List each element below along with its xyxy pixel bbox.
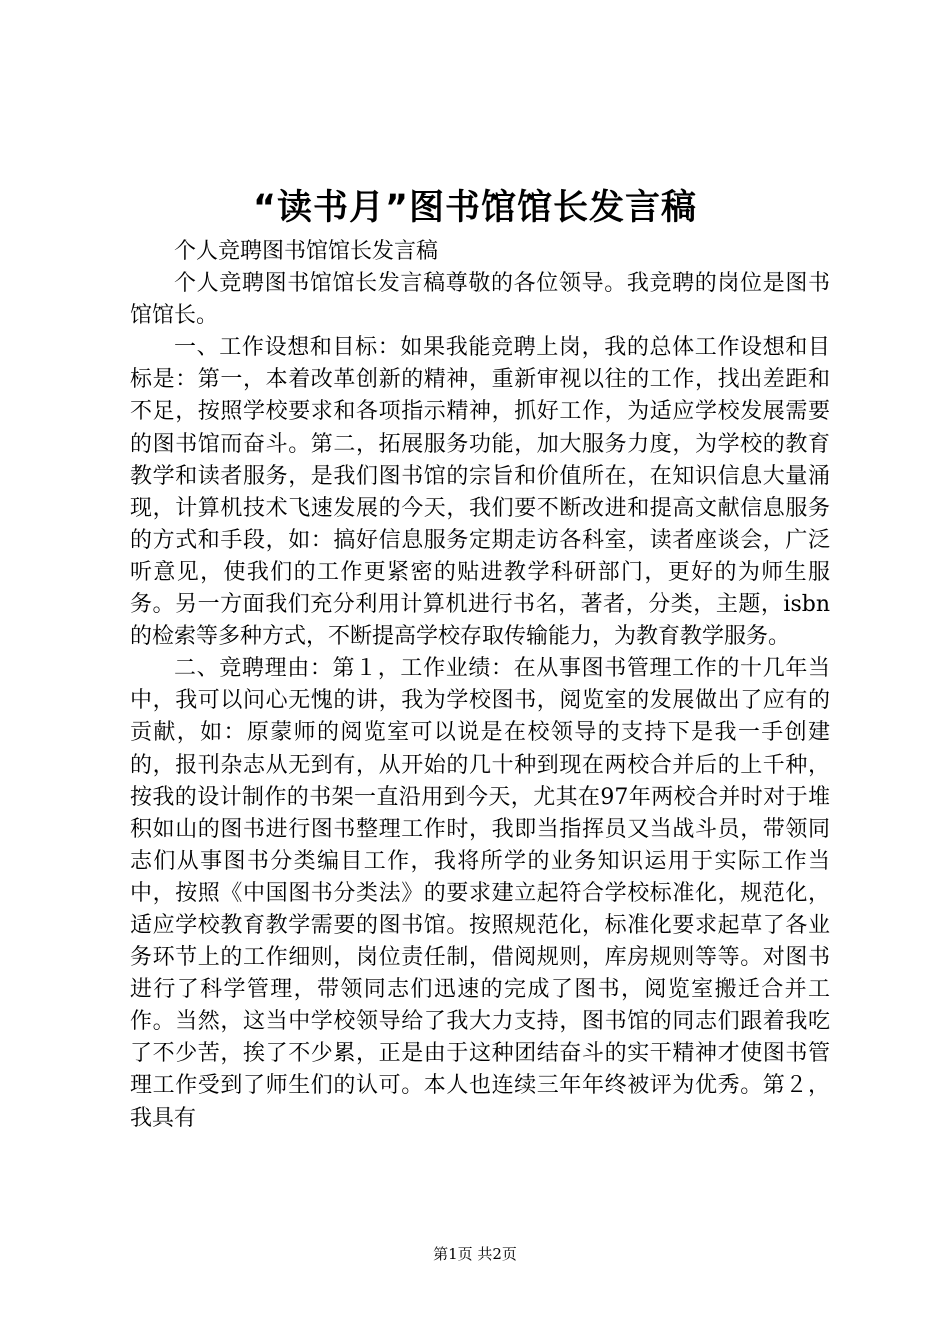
paragraph-goals: 一、工作设想和目标：如果我能竞聘上岗，我的总体工作设想和目标是：第一，本着改革创新的精神，重新审视以往的工作，找出差距和不足，按照学校要求和各项指示精神，抓好工作，为适应学校发展需要的图书馆而奋斗。第二，拓展服务功能，加大服务力度，为学校的教育教学和读者服务，是我们图书馆的宗旨和价值所在，在知识信息大量涌现，计算机技术飞速发展的今天，我们要不断改进和提高文献信息服务的方式和手段，如：搞好信息服务定期走访各科室，读者座谈会，广泛听意见，使我们的工作更紧密的贴进教学科研部门，更好的为师生服务。另一方面我们充分利用计算机进行书名，著者，分类，主题，isbn的检索等多种方式，不断提高学校存取传输能力，为教育教学服务。 xyxy=(130,335,830,650)
document-body xyxy=(130,236,830,1135)
paragraph-subtitle: 个人竞聘图书馆馆长发言稿 xyxy=(174,239,439,264)
page-footer: 第1页 共2页 xyxy=(433,1245,517,1263)
paragraph-greeting: 个人竞聘图书馆馆长发言稿尊敬的各位领导。我竞聘的岗位是图书馆馆长。 xyxy=(130,271,830,329)
document-title: “读书月”图书馆馆长发言稿 xyxy=(252,188,697,228)
paragraph-reasons: 二、竞聘理由：第１，工作业绩：在从事图书管理工作的十几年当中，我可以问心无愧的讲，我为学校图书，阅览室的发展做出了应有的贡献，如：原蒙师的阅览室可以说是在校领导的支持下是我一手创建的，报刊杂志从无到有，从开始的几十种到现在两校合并后的上千种，按我的设计制作的书架一直沿用到今天，尤其在97年两校合并时对于堆积如山的图书进行图书整理工作时，我即当指挥员又当战斗员，带领同志们从事图书分类编目工作，我将所学的业务知识运用于实际工作当中，按照《中国图书分类法》的要求建立起符合学校标准化，规范化，适应学校教育教学需要的图书馆。按照规范化，标准化要求起草了各业务环节上的工作细则，岗位责任制，借阅规则，库房规则等等。对图书进行了科学管理，带领同志们迅速的完成了图书，阅览室搬迁合并工作。当然，这当中学校领导给了我大力支持，图书馆的同志们跟着我吃了不少苦，挨了不少累，正是由于这种团结奋斗的实干精神才使图书管理工作受到了师生们的认可。本人也连续三年年终被评为优秀。第２，我具有 xyxy=(130,656,830,1131)
